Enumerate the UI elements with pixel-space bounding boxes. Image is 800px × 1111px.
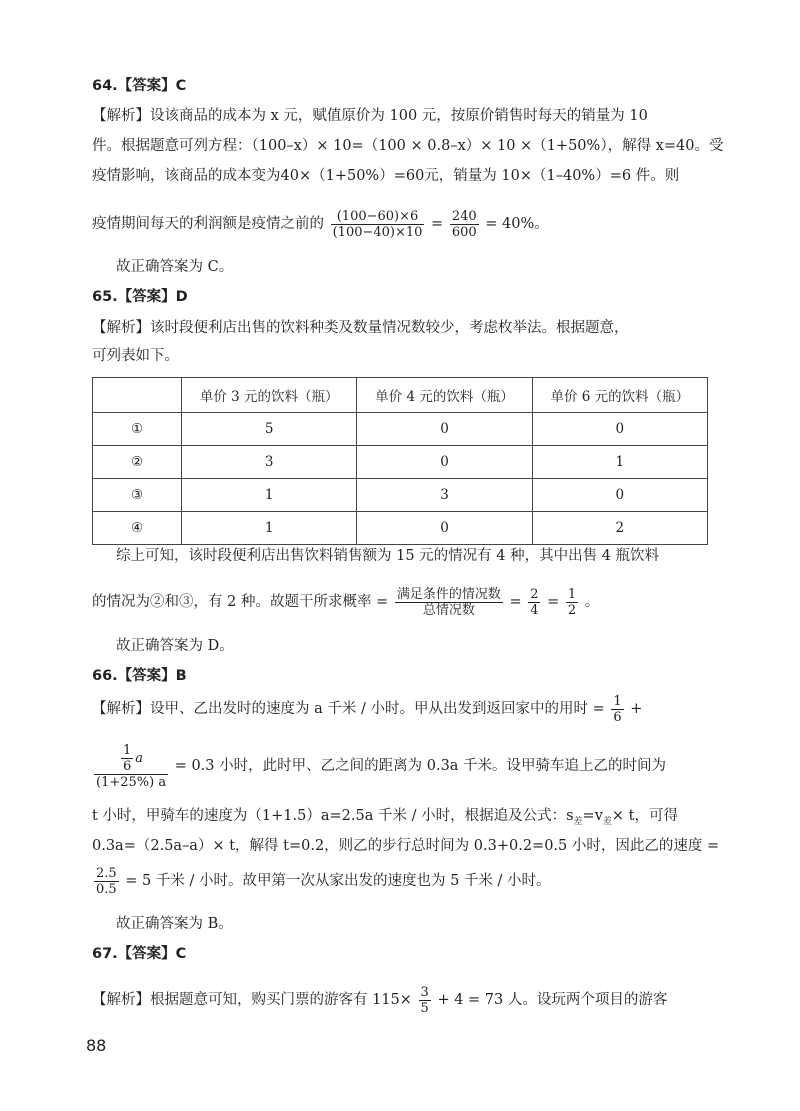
q66-line-1 [92,690,642,728]
q64-conclusion: 故正确答案为 C。 [116,259,234,275]
q66-line-3-text: t 小时，甲骑车的速度为（1+1.5）a=2.5a 千米 / 小时，根据追及公式：s [92,808,574,824]
q66-fraction-1 [611,694,623,725]
q65-table [92,377,708,545]
q64-fraction-2 [450,209,479,240]
q65-heading: 65.【答案】D [92,289,188,305]
q67-fraction [419,985,431,1016]
q64-result: = 40%。 [485,216,549,232]
q67-line-1 [92,981,667,1019]
q66-subscript-1: 差 [573,816,583,827]
q66-heading: 66.【答案】B [92,668,187,684]
q65-summary-2-text: 的情况为②和③，有 2 种。故题干所求概率 = [92,594,389,610]
q65-summary-2 [92,583,599,621]
q66-subscript-2: 差 [602,816,612,827]
q65-conclusion: 故正确答案为 D。 [116,638,234,654]
q66-compound-fraction [94,743,168,790]
table-cell: 3 [357,479,532,512]
q66-inner-numerator: 1 [123,742,132,758]
table-header-cell [93,378,182,413]
table-cell: ② [93,446,182,479]
q65-period: 。 [584,594,600,610]
q65-line-1: 【解析】该时段便利店出售的饮料种类及数量情况数较少，考虑枚举法。根据题意， [92,320,629,336]
table-cell: 0 [357,413,532,446]
q66-line-2-text: = 0.3 小时，此时甲、乙之间的距离为 0.3a 千米。设甲骑车追上乙的时间为 [174,758,667,774]
table-header-cell: 单价 4 元的饮料（瓶） [357,378,532,413]
q67-line-1-text: 【解析】根据题意可知，购买门票的游客有 115× [92,992,412,1008]
q66-inner-fraction [121,743,133,774]
q65-equals-2: = [547,594,560,610]
table-cell: ① [93,413,182,446]
q66-fraction-1-denominator: 6 [613,709,622,725]
q66-compound-denominator: (1+25%) a [96,774,167,790]
q64-fraction-1-numerator: (100−60)×6 [331,209,425,225]
q64-fraction-2-denominator: 600 [451,224,477,240]
q66-line-2 [92,738,666,794]
table-header-cell: 单价 6 元的饮料（瓶） [532,378,707,413]
q64-heading: 64.【答案】C [92,78,187,94]
q66-compound-numerator [94,743,168,775]
q64-fraction-1-denominator: (100−40)×10 [332,224,423,240]
q64-line-1: 【解析】设该商品的成本为 x 元，赋值原价为 100 元，按原价销售时每天的销量为 10 [92,108,648,124]
q66-line-3-end: × t，可得 [611,808,678,824]
q64-equals: = [431,216,444,232]
q67-line-1-end: + 4 = 73 人。设玩两个项目的游客 [437,992,668,1008]
q67-fraction-numerator: 3 [420,984,429,1000]
q66-plus: + [630,701,643,717]
q64-line-2: 件。根据题意可列方程：（100–x）× 10=（100 × 0.8–x）× 10 ×（1+50%），解得 x=40。受 [92,138,724,154]
q67-fraction-denominator: 5 [420,1000,429,1016]
table-row [93,413,708,446]
q65-summary-1: 综上可知，该时段便利店出售饮料销售额为 15 元的情况有 4 种，其中出售 4 瓶饮料 [116,548,660,564]
q65-probability-denominator: 总情况数 [422,602,475,618]
page-number: 88 [86,1036,107,1055]
table-cell: 1 [182,512,357,545]
q66-speed-denominator: 0.5 [96,881,117,897]
table-header-row [93,378,708,413]
table-row [93,446,708,479]
q64-line-4-text: 疫情期间每天的利润额是疫情之前的 [92,216,324,232]
q66-speed-numerator: 2.5 [96,865,117,881]
table-cell: 2 [532,512,707,545]
table-row [93,479,708,512]
q66-fraction-1-numerator: 1 [613,693,622,709]
table-cell: 0 [357,512,532,545]
q65-fraction-b [566,587,578,618]
table-cell: 0 [357,446,532,479]
q64-line-4 [92,205,549,243]
table-cell: 1 [532,446,707,479]
q64-fraction-1 [331,209,425,240]
q64-fraction-2-numerator: 240 [451,208,477,224]
q65-fraction-a [528,587,540,618]
table-cell: 0 [532,479,707,512]
q64-line-3: 疫情影响，该商品的成本变为40×（1+50%）=60元，销量为 10×（1–40%）=6 件。则 [92,168,680,184]
q65-equals-1: = [509,594,522,610]
q65-fraction-a-numerator: 2 [530,586,539,602]
q66-variable-a: a [135,750,144,766]
q66-line-4: 0.3a=（2.5a–a）× t，解得 t=0.2，则乙的步行总时间为 0.3+0.2=0.5 小时，因此乙的速度 = [92,838,720,854]
q65-fraction-b-numerator: 1 [567,586,577,602]
table-cell: 0 [532,413,707,446]
table-cell: 5 [182,413,357,446]
q65-fraction-a-denominator: 4 [530,602,539,618]
q66-line-5-text: = 5 千米 / 小时。故甲第一次从家出发的速度也为 5 千米 / 小时。 [125,873,551,889]
q65-fraction-b-denominator: 2 [567,602,577,618]
q65-probability-numerator: 满足条件的情况数 [396,586,501,602]
table-cell: 3 [182,446,357,479]
q66-line-1-text: 【解析】设甲、乙出发时的速度为 a 千米 / 小时。甲从出发到返回家中的用时 = [92,701,605,717]
table-header-cell: 单价 3 元的饮料（瓶） [182,378,357,413]
q66-line-5 [92,862,551,900]
q67-heading: 67.【答案】C [92,946,187,962]
q66-conclusion: 故正确答案为 B。 [116,916,233,932]
table-row [93,512,708,545]
q66-line-3-mid: =v [582,808,603,824]
q65-line-2: 可列表如下。 [92,348,179,364]
q66-line-3 [92,806,678,832]
table-cell: ④ [93,512,182,545]
q66-inner-denominator: 6 [123,758,132,774]
q65-probability-fraction [395,587,503,618]
q66-speed-fraction [94,866,119,897]
table-cell: ③ [93,479,182,512]
table-cell: 1 [182,479,357,512]
